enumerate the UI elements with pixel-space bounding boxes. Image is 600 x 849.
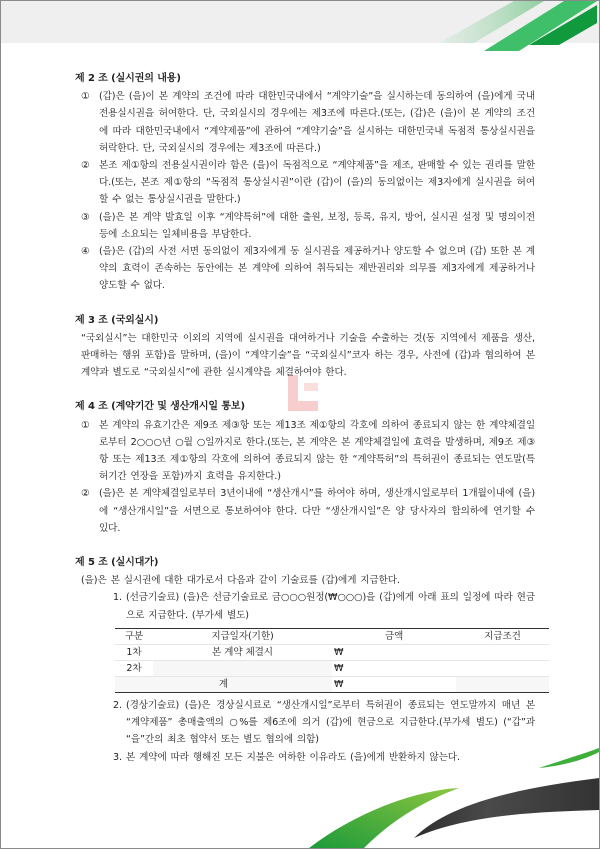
paragraph-text: (을)은 본 계약 발효일 이후 “계약특허”에 대한 출원, 보정, 등록, 유지, 방어, 실시권 설정 및 명의이전 등에 소요되는 일체비용을 부담한다. bbox=[99, 211, 535, 240]
footer-swoosh-decoration bbox=[299, 748, 599, 848]
paragraph bbox=[75, 243, 535, 295]
cell: 본 계약 체결시 bbox=[212, 646, 273, 658]
total-condition bbox=[456, 676, 549, 692]
item-text: (선금기술료) (을)은 선금기술료로 금○○○원정(₩○○○)을 (갑)에게 아래 표의 일정에 따라 현금으로 지급한다. (부가세 별도) bbox=[126, 592, 535, 621]
article-4 bbox=[75, 398, 535, 537]
payment-schedule-table bbox=[115, 628, 549, 693]
paragraph-text: 본 계약의 유효기간은 제9조 제③항 또는 제13조 제①항의 각호에 의하여 종료되지 않는 한 계약체결일로부터 2○○○년 ○월 ○일까지로 한다.(또는, 본 계약은 본 계약체결일에 효력을 발생하며, 제9조 제③항 또는 제13조 제①항의 각호에 의하여 종료되지 않는 한 “계약특허”의 특허권이 종료되는 연도말(특허기간 연장을 포함)까지 효력을 유지한다.) bbox=[99, 419, 535, 483]
article-body: “국외실시”는 대한민국 이외의 지역에 실시권을 대여하거나 기술을 수출하는 것(동 지역에서 제품을 생산, 판매하는 행위 포함)을 말하며, (을)이 “계약기술”을 “국외실시”코자 하는 경우, 사전에 (갑)과 협의하여 본 계약과 별도로 “국외실시”에 관한 실시계약을 체결하여야 한다. bbox=[81, 332, 535, 379]
cell bbox=[153, 660, 332, 676]
article-title: 제 2 조 (실시권의 내용) bbox=[75, 73, 181, 84]
item-number: 2. bbox=[113, 699, 122, 711]
article-2 bbox=[75, 70, 535, 295]
paragraph bbox=[75, 209, 535, 243]
article-3 bbox=[75, 312, 535, 382]
total-amount: ₩ bbox=[334, 678, 344, 690]
paragraph-text: (갑)은 (을)이 본 계약의 조건에 따라 대한민국내에서 “계약기술”을 실시하는데 동의하여 (을)에게 국내 전용실시권을 허여한다. 단, 국외실시의 경우에는 제3조에 따른다.(또는, (갑)은 (을)이 본 계약의 조건에 따라 대한민국내에서 “계약제품”에 관하여 “계약기술”을 실시하는 대한민국내 독점적 통상실시권을 허락한다. 단, 국외실시의 경우에는 제3조에 따른다.) bbox=[99, 91, 535, 154]
item-number: 1. bbox=[113, 592, 122, 604]
paragraph-text: (을)은 본 계약체결일로부터 3년이내에 “생산개시”를 하여야 하며, 생산개시일로부터 1개월이내에 (을)에 “생산개시일”을 서면으로 통보하여야 한다. 다만 “생산개시일”은 양 당사자의 합의하에 연기할 수 있다. bbox=[99, 488, 535, 534]
paragraph-text: (을)은 (갑)의 사전 서면 동의없이 제3자에게 동 실시권을 제공하거나 양도할 수 없으며 (갑) 또한 본 계약의 효력이 존속하는 동안에는 본 계약에 의하여 취득되는 제반권리와 의무를 제3자에게 제공하거나 양도할 수 없다. bbox=[99, 246, 535, 292]
paragraph-number: ① bbox=[81, 91, 90, 103]
table-row bbox=[115, 644, 549, 660]
total-label: 계 bbox=[115, 676, 332, 692]
item-text: 본 계약에 따라 행해진 모든 지불은 여하한 이유라도 (을)에게 반환하지 않는다. bbox=[126, 751, 460, 763]
paragraph-number: ③ bbox=[81, 211, 90, 223]
cell: 2차 bbox=[126, 662, 142, 674]
header-cell: 구분 bbox=[124, 630, 144, 642]
item-text: (경상기술료) (을)은 경상실시료로 “생산개시일”로부터 특허권이 종료되는 연도말까지 매년 본 “계약제품” 총매출액의 ○%를 제6조에 의거 (갑)에 현금으로 지급한다.(부가세 별도) (“갑”과 “을”간의 최초 협약서 또는 별도 협의에 의함) bbox=[126, 699, 535, 746]
header-stripes-decoration bbox=[419, 1, 599, 61]
paragraph-text: 본조 제①항의 전용실시권이라 함은 (을)이 독점적으로 “계약제품”을 제조, 판매할 수 있는 권리를 말한다.(또는, 본조 제①항의 “독점적 통상실시권”이란 (갑)이 (을)의 동의없이는 제3자에게 실시권을 허여할 수 없는 통상실시권을 말한다.) bbox=[99, 160, 535, 206]
payment-items bbox=[75, 589, 535, 765]
paragraph-number: ④ bbox=[81, 246, 90, 258]
article-5 bbox=[75, 554, 535, 766]
list-item bbox=[89, 589, 535, 623]
header-cell: 지급일자(기한) bbox=[211, 630, 274, 642]
paragraph bbox=[75, 88, 535, 157]
cell bbox=[456, 660, 549, 676]
paragraph-number: ② bbox=[81, 488, 90, 500]
table-header-row bbox=[115, 628, 549, 644]
paragraph-number: ① bbox=[81, 419, 90, 431]
header-cell: 지급조건 bbox=[484, 630, 521, 642]
article-title: 제 3 조 (국외실시) bbox=[75, 314, 159, 326]
cell: 1차 bbox=[126, 646, 142, 658]
cell: ₩ bbox=[334, 646, 344, 658]
paragraph-number: ② bbox=[81, 160, 90, 172]
table-total-row bbox=[115, 676, 549, 692]
contract-body bbox=[75, 70, 535, 783]
article-title: 제 5 조 (실시대가) bbox=[75, 557, 159, 569]
paragraph bbox=[75, 417, 535, 486]
header-cell: 금액 bbox=[384, 630, 404, 642]
article-title: 제 4 조 (계약기간 및 생산개시일 통보) bbox=[75, 401, 245, 413]
article-intro: (을)은 본 실시권에 대한 대가로서 다음과 같이 기술료를 (갑)에게 지급한다. bbox=[81, 575, 400, 587]
list-item bbox=[89, 697, 535, 749]
item-number: 3. bbox=[113, 751, 122, 763]
paragraph bbox=[75, 157, 535, 209]
cell: ₩ bbox=[334, 662, 344, 674]
paragraph bbox=[75, 485, 535, 537]
table-row bbox=[115, 660, 549, 676]
cell bbox=[456, 644, 549, 660]
